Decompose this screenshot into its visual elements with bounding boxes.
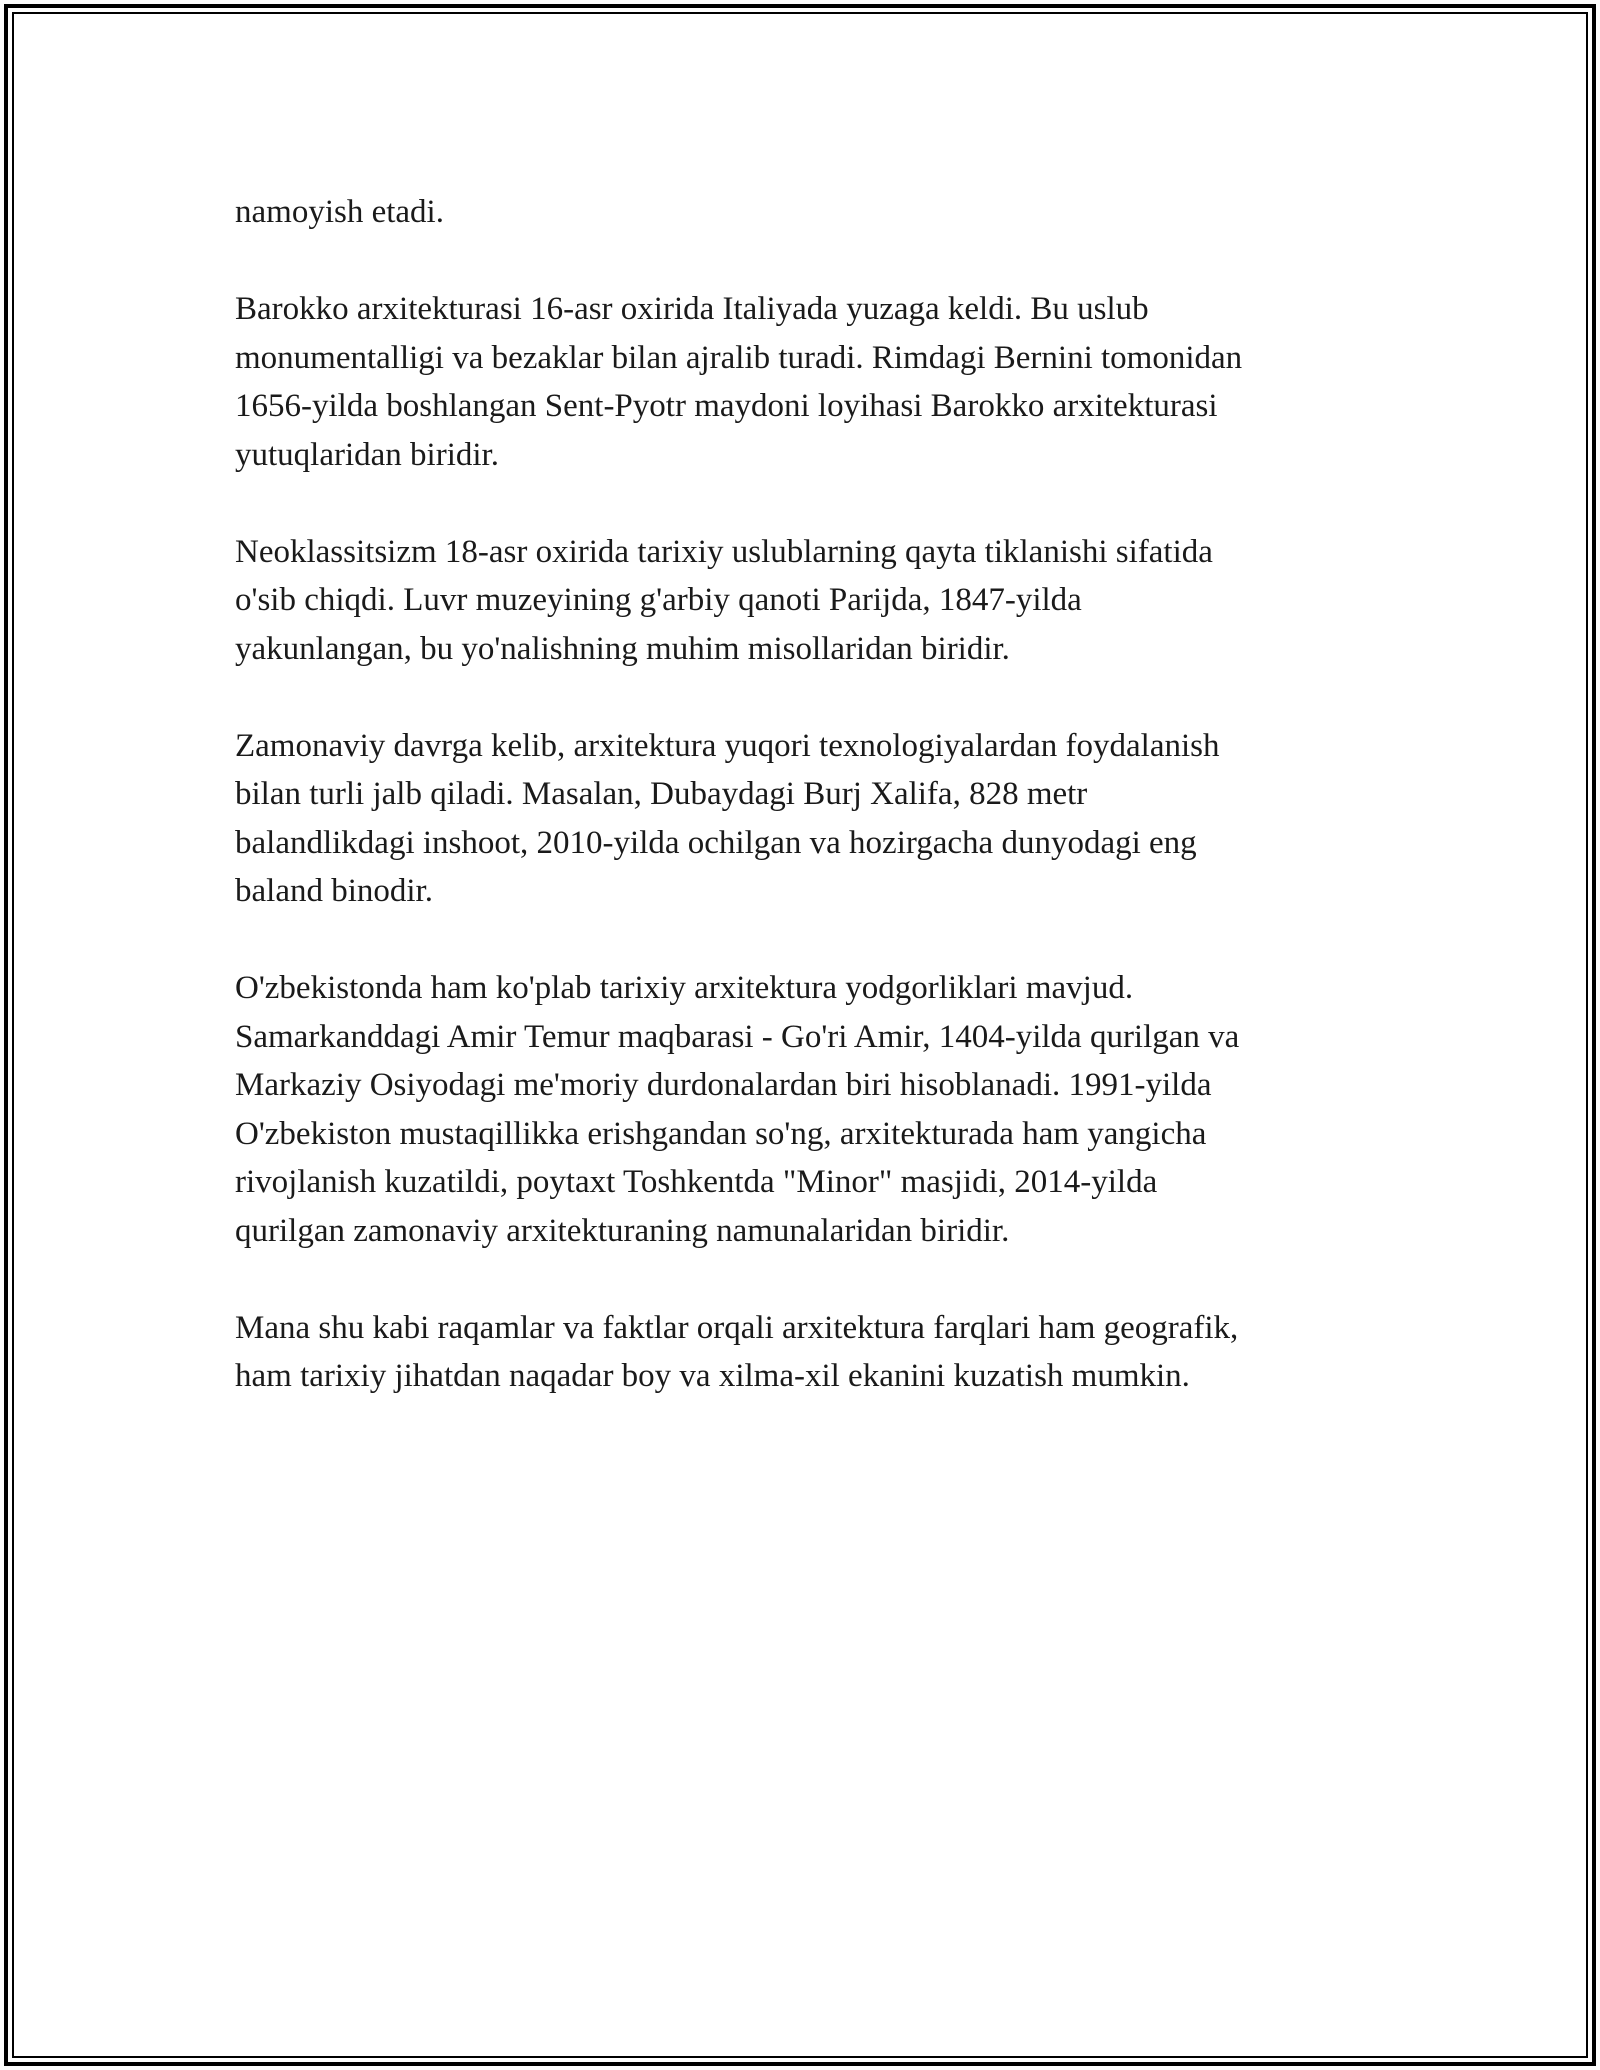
text-line: yakunlangan, bu yo'nalishning muhim misollaridan biridir. [235, 630, 1010, 667]
paragraph-4 [235, 722, 1375, 916]
text-line: balandlikdagi inshoot, 2010-yilda ochilgan va hozirgacha dunyodagi eng [235, 824, 1197, 861]
text-line: monumentalligi va bezaklar bilan ajralib turadi. Rimdagi Bernini tomonidan [235, 339, 1243, 376]
document-body [235, 188, 1375, 1449]
text-line: rivojlanish kuzatildi, poytaxt Toshkentda "Minor" masjidi, 2014-yilda [235, 1164, 1158, 1200]
text-line: Neoklassitsizm 18-asr oxirida tarixiy uslublarning qayta tiklanishi sifatida [235, 533, 1213, 570]
paragraph-1 [235, 188, 1375, 237]
text-line: bilan turli jalb qiladi. Masalan, Dubaydagi Burj Xalifa, 828 metr [235, 776, 1088, 812]
text-line: O'zbekiston mustaqillikka erishgandan so'ng, arxitekturada ham yangicha [235, 1115, 1207, 1152]
text-line: O'zbekistonda ham ko'plab tarixiy arxitektura yodgorliklari mavjud. [235, 970, 1134, 1006]
text-line: ham tarixiy jihatdan naqadar boy va xilma-xil ekanini kuzatish mumkin. [235, 1358, 1190, 1394]
paragraph-6 [235, 1304, 1375, 1401]
text-line: qurilgan zamonaviy arxitekturaning namunalaridan biridir. [235, 1212, 1010, 1249]
text-line: yutuqlaridan biridir. [235, 436, 499, 473]
paragraph-3 [235, 528, 1375, 674]
text-line: baland binodir. [235, 873, 433, 909]
text-line: Barokko arxitekturasi 16-asr oxirida Italiyada yuzaga keldi. Bu uslub [235, 291, 1149, 327]
text-line: namoyish etadi. [235, 194, 444, 230]
text-line: o'sib chiqdi. Luvr muzeyining g'arbiy qanoti Parijda, 1847-yilda [235, 582, 1082, 618]
text-line: 1656-yilda boshlangan Sent-Pyotr maydoni loyihasi Barokko arxitekturasi [235, 388, 1218, 424]
paragraph-5 [235, 964, 1375, 1255]
text-line: Mana shu kabi raqamlar va faktlar orqali arxitektura farqlari ham geografik, [235, 1309, 1239, 1346]
text-line: Samarkanddagi Amir Temur maqbarasi - Go'ri Amir, 1404-yilda qurilgan va [235, 1018, 1240, 1055]
text-line: Markaziy Osiyodagi me'moriy durdonalardan biri hisoblanadi. 1991-yilda [235, 1067, 1212, 1103]
paragraph-2 [235, 285, 1375, 479]
text-line: Zamonaviy davrga kelib, arxitektura yuqori texnologiyalardan foydalanish [235, 727, 1220, 764]
